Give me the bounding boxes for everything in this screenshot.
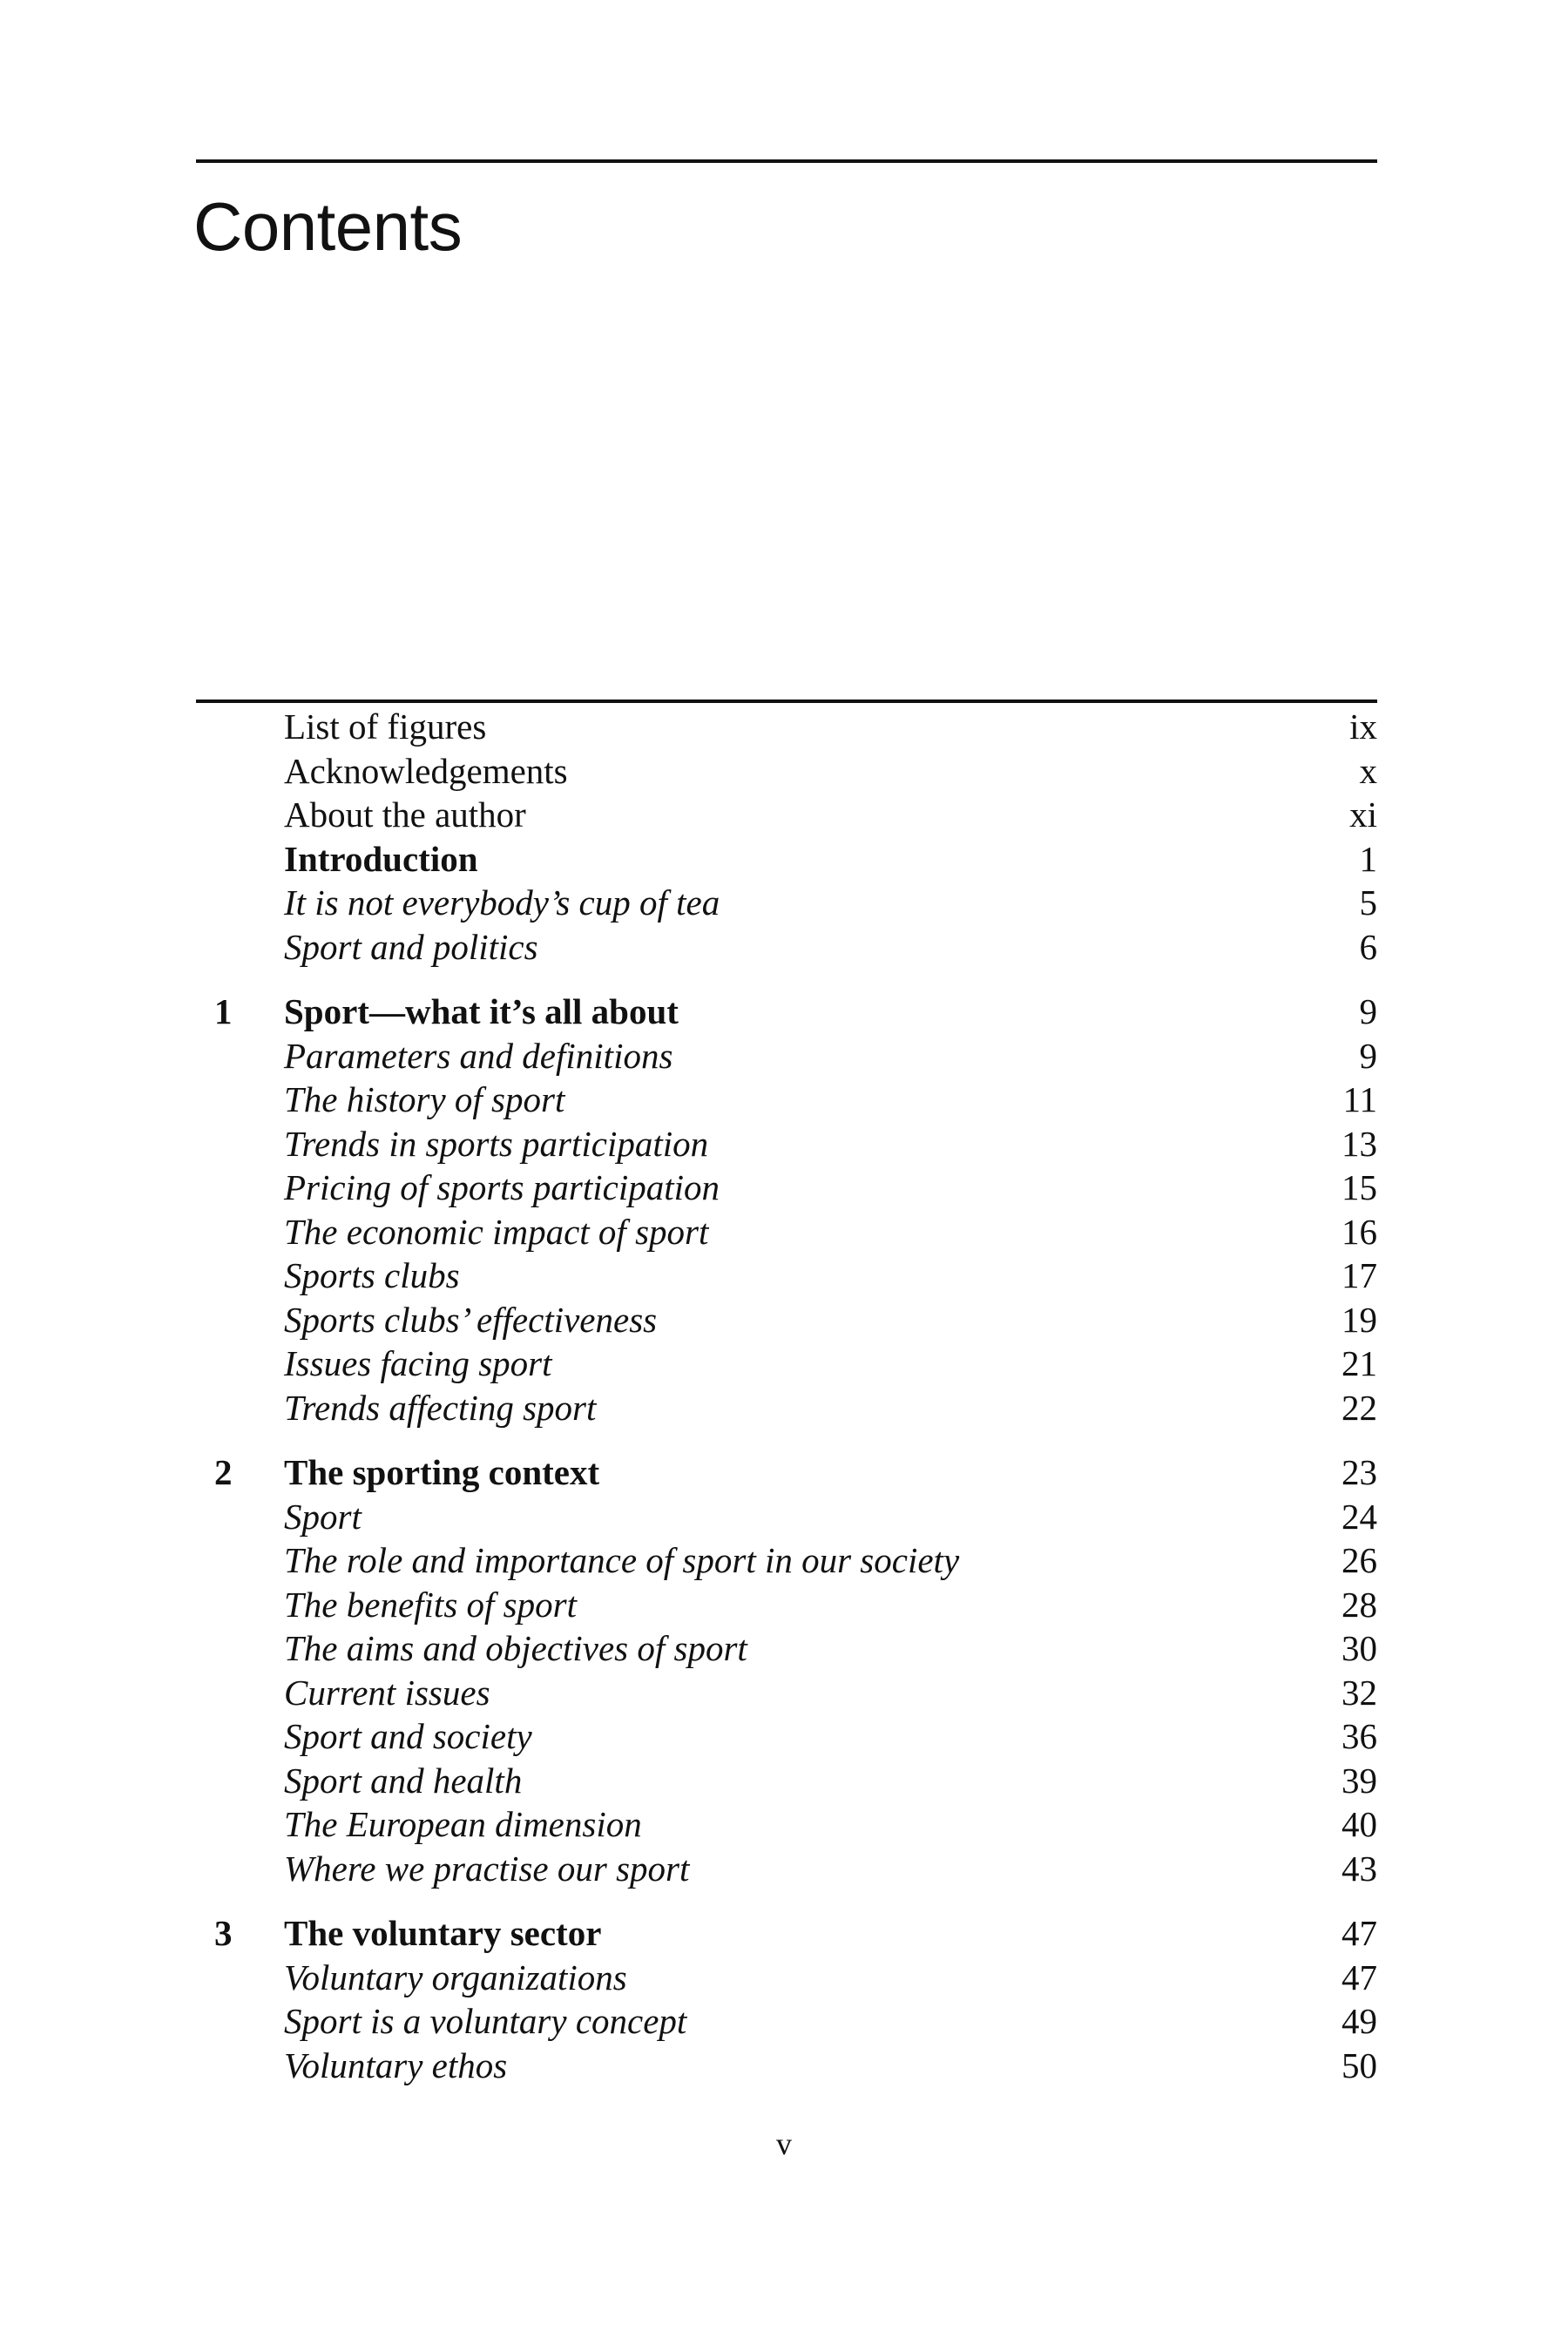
toc-chapter-3[interactable] — [196, 1911, 1377, 1956]
toc-entry-page: 24 — [1342, 1496, 1377, 1537]
toc-entry-title: Where we practise our sport — [284, 1848, 690, 1889]
toc-entry-page: 47 — [1342, 1957, 1377, 1997]
toc-entry-title: Acknowledgements — [284, 750, 568, 791]
toc-section-entry[interactable] — [196, 1386, 1377, 1430]
toc-section-entry[interactable] — [196, 1342, 1377, 1386]
toc-section-entry[interactable] — [196, 1210, 1377, 1254]
toc-entry-page: ix — [1349, 706, 1377, 747]
toc-section-entry[interactable] — [196, 1254, 1377, 1298]
toc-section-entry[interactable] — [196, 1298, 1377, 1342]
toc-section-entry[interactable] — [196, 1847, 1377, 1891]
toc-entry-page: 28 — [1342, 1584, 1377, 1625]
toc-section-entry[interactable] — [196, 1671, 1377, 1715]
toc-entry-title: The economic impact of sport — [284, 1211, 709, 1252]
toc-entry-page: x — [1359, 750, 1377, 791]
toc-section-entry[interactable] — [196, 1078, 1377, 1122]
toc-chapter-1[interactable] — [196, 990, 1377, 1034]
toc-entry-page: 13 — [1342, 1123, 1377, 1164]
toc-section-entry[interactable] — [196, 1166, 1377, 1210]
toc-entry-title: Pricing of sports participation — [284, 1167, 720, 1207]
toc-entry-title: It is not everybody’s cup of tea — [284, 882, 720, 923]
toc-entry-list-of-figures[interactable] — [196, 705, 1377, 749]
toc-entry-title: The benefits of sport — [284, 1584, 577, 1625]
toc-section-entry[interactable] — [196, 1759, 1377, 1803]
toc-section-entry[interactable] — [196, 925, 1377, 970]
toc-entry-page: 40 — [1342, 1804, 1377, 1844]
toc-entry-title: The history of sport — [284, 1079, 565, 1119]
toc-entry-page: 16 — [1342, 1211, 1377, 1252]
toc-entry-title: Sports clubs’ effectiveness — [284, 1299, 658, 1340]
toc-section-entry[interactable] — [196, 2044, 1377, 2088]
chapter-number: 3 — [214, 1913, 233, 1953]
toc-entry-title: Sport is a voluntary concept — [284, 2001, 687, 2041]
toc-entry-introduction[interactable] — [196, 837, 1377, 882]
toc-entry-title: Voluntary organizations — [284, 1957, 627, 1997]
toc-entry-title: Introduction — [284, 838, 478, 879]
toc-entry-title: Trends in sports participation — [284, 1123, 709, 1164]
toc-entry-page: 6 — [1359, 926, 1377, 967]
page-number: v — [776, 2126, 792, 2161]
toc-section-entry[interactable] — [196, 881, 1377, 925]
toc-section-entry[interactable] — [196, 1495, 1377, 1539]
toc-entry-page: 15 — [1342, 1167, 1377, 1207]
toc-entry-page: 26 — [1342, 1540, 1377, 1580]
toc-entry-title: Sport and health — [284, 1760, 523, 1801]
toc-section-entry[interactable] — [196, 1956, 1377, 2000]
toc-entry-page: 21 — [1342, 1343, 1377, 1383]
toc-entry-title: Issues facing sport — [284, 1343, 552, 1383]
toc-entry-page: 9 — [1359, 1035, 1377, 1076]
toc-entry-title: The role and importance of sport in our society — [284, 1540, 960, 1580]
toc-entry-page: 17 — [1342, 1255, 1377, 1295]
chapter-number: 1 — [214, 991, 233, 1031]
toc-rule — [196, 700, 1377, 703]
toc-entry-title: Parameters and definitions — [284, 1035, 673, 1076]
toc-entry-page: 23 — [1342, 1452, 1377, 1492]
toc-section-entry[interactable] — [196, 1802, 1377, 1847]
page-title: Contents — [193, 188, 463, 265]
toc-entry-title: Voluntary ethos — [284, 2044, 508, 2085]
toc-entry-title: Sport — [284, 1496, 362, 1537]
toc-entry-title: The European dimension — [284, 1804, 642, 1844]
chapter-number: 2 — [214, 1452, 233, 1492]
toc-entry-title: Sports clubs — [284, 1255, 460, 1295]
toc-entry-title: List of figures — [284, 706, 487, 747]
toc-section-entry[interactable] — [196, 1034, 1377, 1078]
toc-entry-page: 39 — [1342, 1760, 1377, 1801]
toc-entry-about-the-author[interactable] — [196, 793, 1377, 837]
toc-entry-title: The aims and objectives of sport — [284, 1628, 747, 1668]
toc-entry-title: The voluntary sector — [284, 1913, 602, 1953]
toc-entry-title: The sporting context — [284, 1452, 600, 1492]
toc-entry-page: xi — [1349, 794, 1377, 835]
title-rule — [196, 159, 1377, 163]
table-of-contents — [196, 705, 1377, 2087]
toc-entry-page: 5 — [1359, 882, 1377, 923]
toc-entry-title: Current issues — [284, 1672, 490, 1713]
toc-entry-title: Sport and politics — [284, 926, 538, 967]
toc-entry-title: Sport and society — [284, 1716, 532, 1756]
toc-entry-page: 36 — [1342, 1716, 1377, 1756]
toc-entry-title: Trends affecting sport — [284, 1387, 597, 1428]
toc-entry-page: 11 — [1342, 1079, 1377, 1119]
toc-entry-page: 19 — [1342, 1299, 1377, 1340]
toc-section-entry[interactable] — [196, 1538, 1377, 1583]
toc-entry-page: 32 — [1342, 1672, 1377, 1713]
toc-section-entry[interactable] — [196, 1122, 1377, 1166]
toc-entry-page: 49 — [1342, 2001, 1377, 2041]
toc-section-entry[interactable] — [196, 1714, 1377, 1759]
toc-entry-page: 30 — [1342, 1628, 1377, 1668]
toc-section-entry[interactable] — [196, 1626, 1377, 1671]
toc-entry-title: Sport—what it’s all about — [284, 991, 679, 1031]
toc-entry-page: 43 — [1342, 1848, 1377, 1889]
toc-entry-acknowledgements[interactable] — [196, 749, 1377, 794]
toc-entry-page: 22 — [1342, 1387, 1377, 1428]
toc-chapter-2[interactable] — [196, 1450, 1377, 1495]
toc-entry-page: 9 — [1359, 991, 1377, 1031]
toc-entry-page: 50 — [1342, 2044, 1377, 2085]
toc-entry-page: 47 — [1342, 1913, 1377, 1953]
toc-section-entry[interactable] — [196, 1999, 1377, 2044]
toc-entry-page: 1 — [1359, 838, 1377, 879]
toc-section-entry[interactable] — [196, 1583, 1377, 1627]
toc-entry-title: About the author — [284, 794, 526, 835]
